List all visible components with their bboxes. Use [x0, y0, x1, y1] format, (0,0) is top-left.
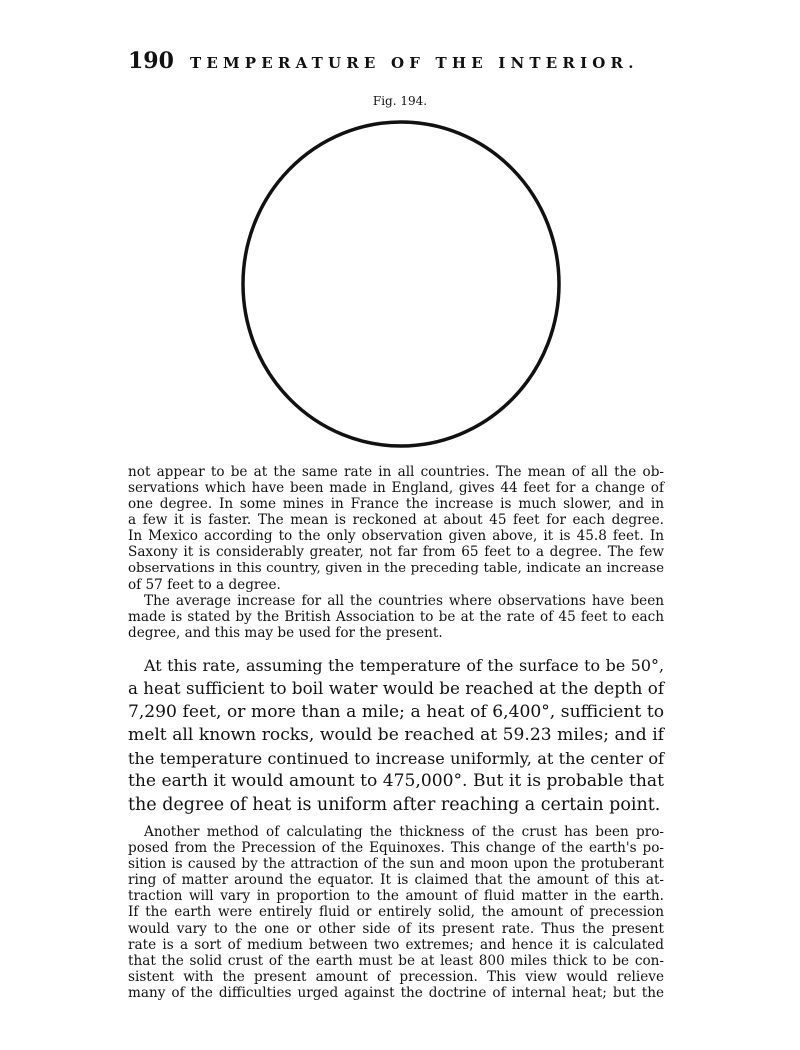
paragraph-precession-method: [128, 824, 664, 1001]
paragraph-depth-calculation: [128, 654, 664, 817]
text-line: The average increase for all the countries where observations have been: [144, 593, 664, 609]
text-line: At this rate, assuming the temperature of the surface to be 50°,: [144, 656, 664, 675]
earth-circle-outline: [243, 122, 559, 446]
text-line: sistent with the present amount of precession. This view would relieve: [128, 968, 664, 985]
text-line: that the solid crust of the earth must be at least 800 miles thick to be con-: [128, 952, 664, 969]
text-line: servations which have been made in England, gives 44 feet for a change of: [128, 480, 664, 497]
text-line: In Mexico according to the only observation given above, it is 45.8 feet. In: [128, 528, 664, 545]
text-line: ring of matter around the equator. It is claimed that the amount of this at-: [128, 872, 664, 889]
text-line: a heat sufficient to boil water would be reached at the depth of: [128, 678, 664, 699]
text-line: observations in this country, given in the preceding table, indicate an increase: [128, 560, 664, 576]
paragraph-average-increase: [128, 593, 664, 641]
text-line: 7,290 feet, or more than a mile; a heat of 6,400°, sufficient to: [128, 701, 664, 722]
text-line: degree, and this may be used for the present.: [128, 625, 443, 642]
figure-caption: Fig. 194.: [372, 94, 428, 108]
running-title: TEMPERATURE OF THE INTERIOR.: [190, 54, 639, 72]
text-line: would vary to the one or other side of its present rate. Thus the present: [128, 920, 664, 937]
text-line: the temperature continued to increase uniformly, at the center of: [128, 749, 664, 769]
running-head: [128, 48, 668, 76]
page-number: 190: [128, 48, 174, 74]
text-line: If the earth were entirely fluid or entirely solid, the amount of precession: [128, 904, 664, 921]
text-line: sition is caused by the attraction of the sun and moon upon the protuberant: [128, 856, 664, 873]
text-line: of 57 feet to a degree.: [128, 576, 281, 593]
text-line: one degree. In some mines in France the increase is much slower, and in: [128, 496, 664, 513]
text-line: rate is a sort of medium between two extremes; and hence it is calculated: [128, 936, 664, 953]
text-line: many of the difficulties urged against the doctrine of internal heat; but the: [128, 984, 664, 1001]
text-line: not appear to be at the same rate in all countries. The mean of all the ob-: [128, 464, 664, 480]
paragraph-rate-by-country: [128, 464, 664, 593]
text-line: made is stated by the British Association to be at the rate of 45 feet to each: [128, 609, 664, 626]
text-line: traction will vary in proportion to the amount of fluid matter in the earth.: [128, 888, 664, 905]
figure-circle-diagram: [236, 116, 568, 454]
text-line: melt all known rocks, would be reached at 59.23 miles; and if: [128, 724, 664, 745]
text-line: Another method of calculating the thickness of the crust has been pro-: [144, 824, 664, 840]
text-line: the earth it would amount to 475,000°. But it is probable that: [128, 771, 664, 792]
text-line: the degree of heat is uniform after reaching a certain point.: [128, 794, 661, 815]
text-line: posed from the Precession of the Equinoxes. This change of the earth's po-: [128, 840, 664, 857]
text-line: Saxony it is considerably greater, not far from 65 feet to a degree. The few: [128, 544, 664, 561]
text-line: a few it is faster. The mean is reckoned at about 45 feet for each degree.: [128, 512, 664, 529]
